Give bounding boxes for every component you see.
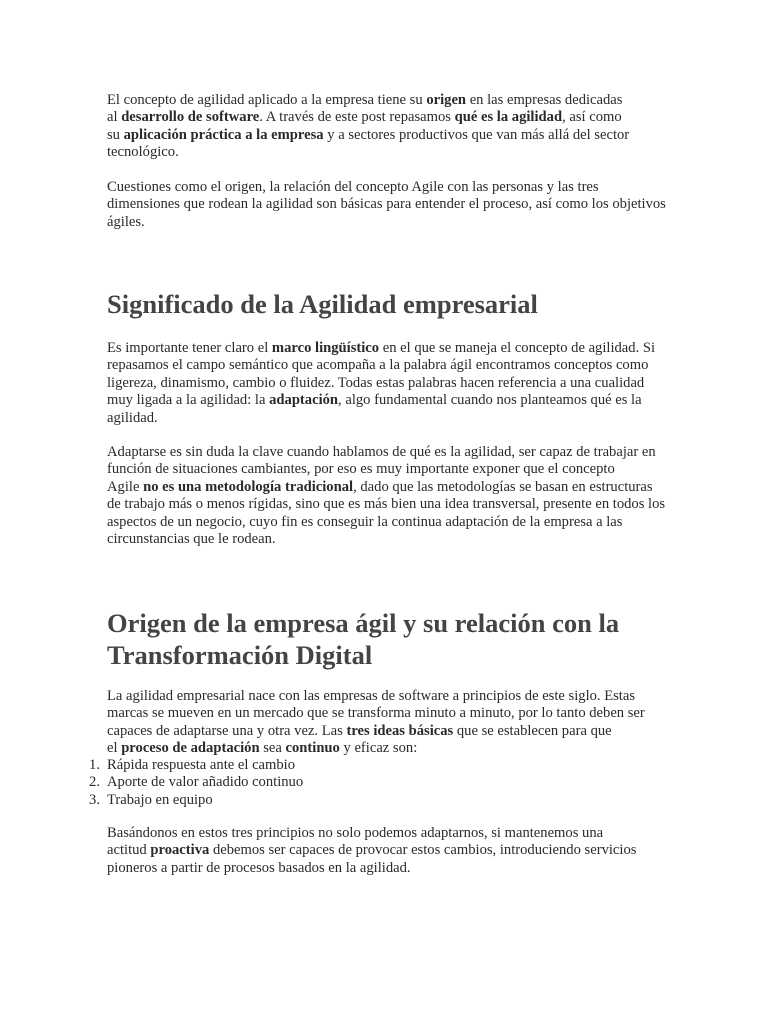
text-run: ligereza, dinamismo, cambio o fluidez. Todas estas palabras hacen referencia a una cualidad (107, 374, 645, 391)
origen-paragraph-2 (107, 825, 636, 877)
text-run: Agile (107, 478, 144, 495)
bold-text: adaptación (269, 392, 339, 409)
significado-paragraph-2 (107, 444, 665, 548)
list-item-text: Trabajo en equipo (107, 791, 213, 808)
text-run: actitud (107, 842, 151, 859)
text-run: debemos ser capaces de provocar estos cambios, introduciendo servicios (209, 842, 637, 859)
bold-text: origen (426, 92, 467, 108)
list-item (89, 774, 667, 791)
text-run: Es importante tener claro el (107, 340, 272, 356)
text-run: su (107, 126, 124, 143)
text-run: tecnológico. (107, 144, 179, 161)
list-item-text: Rápida respuesta ante el cambio (107, 757, 296, 773)
text-run: agilidad. (107, 409, 158, 426)
list-item-text: Aporte de valor añadido continuo (107, 774, 304, 791)
text-run: , así como (562, 109, 622, 126)
text-run: Cuestiones como el origen, la relación del concepto Agile con las personas y las tres (107, 179, 599, 195)
text-run: El concepto de agilidad aplicado a la empresa tiene su (107, 92, 427, 108)
section-heading-significado: Significado de la Agilidad empresarial (107, 289, 538, 319)
heading-line-1: Origen de la empresa ágil y su relación con la (107, 608, 620, 638)
bold-text: aplicación práctica a la empresa (123, 126, 324, 143)
list-item (89, 791, 667, 809)
heading-line-2: Transformación Digital (107, 640, 373, 670)
text-run: . A través de este post repasamos (259, 109, 455, 126)
text-run: circunstancias que le rodean. (107, 531, 276, 548)
text-run: pioneros a partir de procesos basados en la agilidad. (107, 859, 411, 876)
list-number: 2. (89, 774, 100, 791)
text-run: el (107, 740, 122, 757)
intro-paragraph-1 (107, 92, 629, 162)
text-run: , algo fundamental cuando nos planteamos qué es la (338, 392, 642, 409)
bold-text: proactiva (150, 842, 210, 859)
ideas-list (89, 757, 667, 809)
bold-text: desarrollo de software (121, 109, 260, 126)
bold-text: qué es la agilidad (454, 109, 563, 126)
bold-text: no es una metodología tradicional (143, 478, 354, 495)
intro-paragraph-2 (107, 179, 666, 231)
bold-text: continuo (285, 740, 340, 757)
text-run: función de situaciones cambiantes, por eso es muy importante exponer que el concepto (107, 461, 615, 478)
origen-paragraph-1 (107, 688, 645, 758)
text-run: , dado que las metodologías se basan en estructuras (353, 478, 653, 495)
text-run: capaces de adaptarse una y otra vez. Las (107, 722, 347, 739)
text-run: de trabajo más o menos rígidas, sino que es más bien una idea transversal, presente en todos los (107, 496, 666, 513)
text-run: que se establecen para que (453, 722, 612, 739)
text-run: muy ligada a la agilidad: la (107, 392, 270, 409)
text-run: repasamos el campo semántico que acompaña a la palabra ágil encontramos conceptos como (107, 357, 649, 374)
bold-text: proceso de adaptación (121, 740, 260, 757)
text-run: dimensiones que rodean la agilidad son básicas para entender el proceso, así como los objetivos (107, 196, 666, 213)
text-run: y a sectores productivos que van más allá del sector (323, 126, 630, 143)
list-number: 3. (89, 791, 100, 808)
text-run: y eficaz son: (339, 740, 418, 757)
text-run: aspectos de un negocio, cuyo fin es conseguir la continua adaptación de la empresa a las (107, 513, 623, 530)
section-heading-origen (107, 607, 619, 671)
bold-text: tres ideas básicas (346, 722, 454, 739)
text-run: La agilidad empresarial nace con las empresas de software a principios de este siglo. Estas (107, 688, 636, 704)
bold-text: marco lingüístico (271, 340, 380, 356)
list-number: 1. (89, 757, 100, 773)
text-run: marcas se mueven en un mercado que se transforma minuto a minuto, por lo tanto deben ser (107, 705, 645, 722)
text-run: ágiles. (107, 213, 145, 230)
significado-paragraph-1 (107, 340, 655, 427)
text-run: en el que se maneja el concepto de agilidad. Si (379, 340, 656, 356)
text-run: Adaptarse es sin duda la clave cuando hablamos de qué es la agilidad, ser capaz de trabajar en (107, 444, 656, 460)
text-run: al (107, 109, 122, 126)
text-run: Basándonos en estos tres principios no solo podemos adaptarnos, si mantenemos una (107, 825, 604, 841)
text-run: sea (259, 740, 286, 757)
list-item (89, 757, 667, 774)
text-run: en las empresas dedicadas (466, 92, 623, 108)
